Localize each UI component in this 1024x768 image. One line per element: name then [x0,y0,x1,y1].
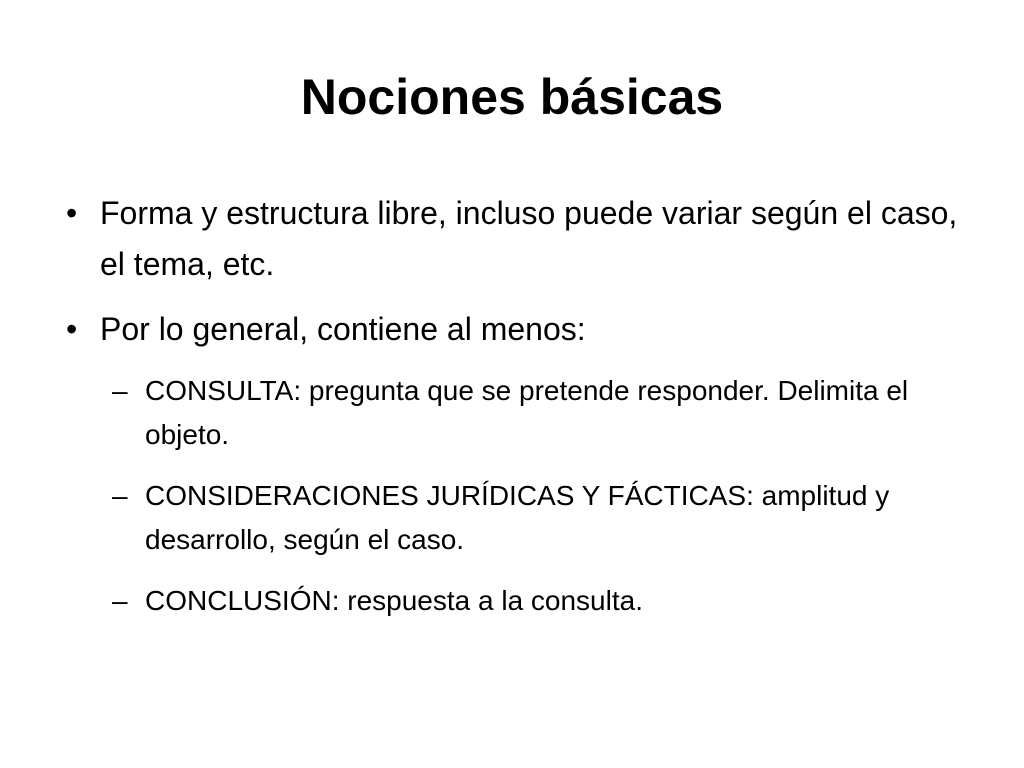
slide-title: Nociones básicas [300,69,724,125]
bullet-marker: • [66,311,78,347]
bullet-item-2 [60,304,960,355]
subbullet-text: CONSULTA: pregunta que se pretende responder. Delimita el objeto. [145,375,909,450]
subbullet-text: CONCLUSIÓN: respuesta a la consulta. [145,585,643,616]
subbullet-item-2 [60,474,960,562]
bullet-list [60,188,960,640]
bullet-item-1 [60,188,960,290]
bullet-text: Por lo general, contiene al menos: [100,311,586,347]
subbullet-item-3 [60,579,960,623]
bullet-marker: • [66,195,78,231]
subbullet-marker: – [112,375,128,406]
subbullet-text: CONSIDERACIONES JURÍDICAS Y FÁCTICAS: amplitud y desarrollo, según el caso. [145,480,890,555]
subbullet-marker: – [112,585,128,616]
subbullet-marker: – [112,480,128,511]
subbullet-item-1 [60,369,960,457]
bullet-text: Forma y estructura libre, incluso puede variar según el caso, el tema, etc. [100,195,958,282]
